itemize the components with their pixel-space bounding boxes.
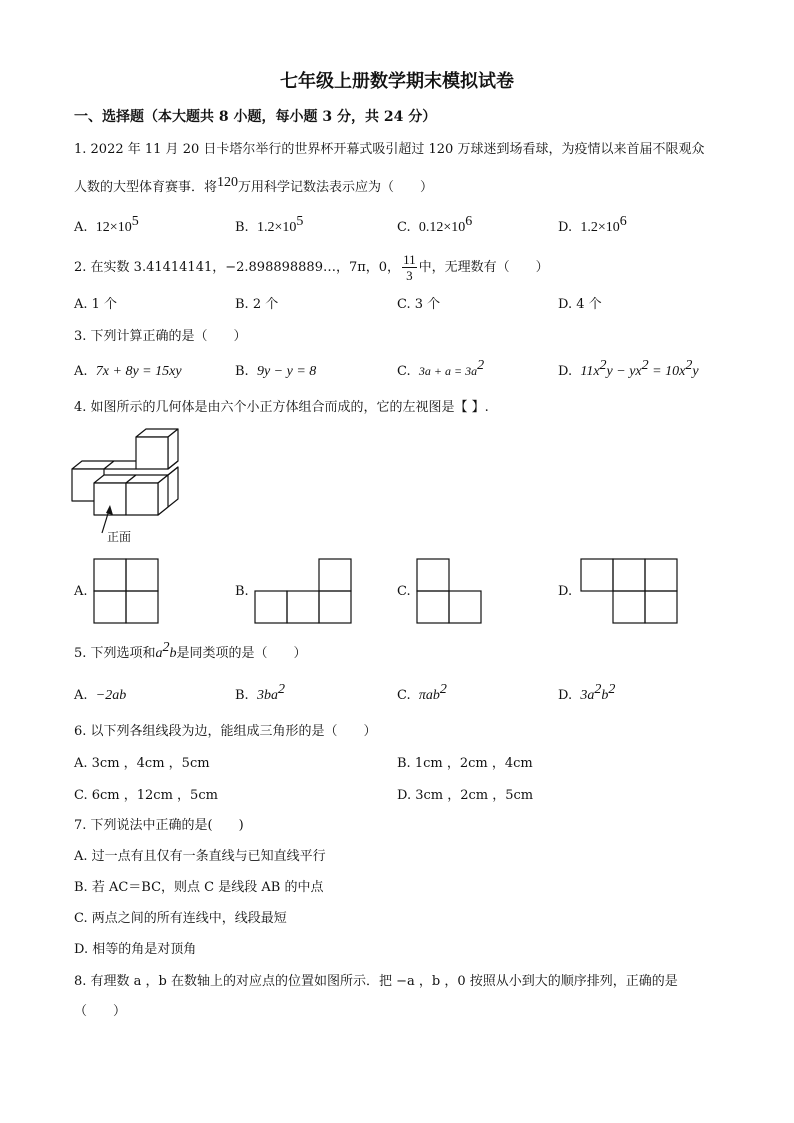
q1-option-b: B. $1.2\times 10^5$ — [235, 214, 304, 235]
q5-option-a: A. −2ab — [74, 688, 127, 703]
q7-stem: 7. 下列说法中正确的是( ) — [74, 818, 244, 833]
q2-option-b: B. 2 个 — [235, 297, 279, 312]
q2-option-c: C. 3 个 — [397, 297, 441, 312]
q5-stem: 5. 下列选项和$a^2b$是同类项的是（ ） — [74, 640, 307, 661]
q1-option-d: D. $1.2\times 10^6$ — [558, 214, 627, 235]
q6-option-d: D. 3cm ，2cm ，5cm — [397, 788, 534, 803]
q3-option-d: D. $11x^2y - yx^2 = 10x^2y$ — [558, 358, 699, 379]
q1-stem-line1: 1. 2022 年 11 月 20 日卡塔尔举行的世界杯开幕式吸引超过 120 万球迷到场看球，为疫情以来首届不限观众 — [74, 142, 705, 157]
q3-option-b: B. 9y − y = 8 — [235, 364, 317, 379]
q1-option-c: C. $0.12\times 10^6$ — [397, 214, 473, 235]
q2-option-a: A. 1 个 — [74, 297, 118, 312]
q3-stem: 3. 下列计算正确的是（ ） — [74, 329, 247, 344]
q2-option-d: D. 4 个 — [558, 297, 602, 312]
q4-option-c-figure — [416, 558, 482, 624]
q1-stem-line2: 人数的大型体育赛事．将120万用科学记数法表示应为（ ） — [74, 175, 434, 195]
q5-option-d: D. $3a^2b^2$ — [558, 682, 616, 703]
q5-option-b: B. $3ba^2$ — [235, 682, 285, 703]
q4-front-label: 正面 — [107, 530, 132, 544]
q4-stem: 4. 如图所示的几何体是由六个小正方体组合而成的，它的左视图是【 】. — [74, 400, 489, 415]
q4-option-a-figure — [93, 558, 159, 624]
q8-stem-line2: （ ） — [74, 1004, 127, 1019]
q4-option-b-label: B. — [235, 584, 249, 599]
q7-option-d: D. 相等的角是对顶角 — [74, 942, 197, 957]
q6-stem: 6. 以下列各组线段为边，能组成三角形的是（ ） — [74, 724, 377, 739]
q4-option-d-figure — [580, 558, 678, 624]
q2-fraction: $\frac{11}{3}$ — [403, 252, 416, 283]
q2-stem: 2. 在实数 3.41414141，−2.898898889…，7π，0， $\frac{11}{3}$ 中，无理数有（ ） — [74, 252, 549, 283]
q4-option-b-figure — [254, 558, 352, 624]
q5-option-c: C. πab$^2$ — [397, 682, 447, 703]
q3-option-a: A. 7x + 8y = 15xy — [74, 364, 182, 379]
section-heading: 一、选择题（本大题共 8 小题，每小题 3 分，共 24 分） — [74, 109, 437, 125]
q4-option-d-label: D. — [558, 584, 573, 599]
page-title: 七年级上册数学期末模拟试卷 — [280, 71, 514, 92]
q7-option-a: A. 过一点有且仅有一条直线与已知直线平行 — [74, 849, 326, 864]
q8-stem-line1: 8. 有理数 a ，b 在数轴上的对应点的位置如图所示．把 −a ，b ，0 按照从小到大的顺序排列，正确的是 — [74, 974, 678, 989]
q7-option-b: B. 若 AC＝BC，则点 C 是线段 AB 的中点 — [74, 880, 324, 895]
q4-cube-figure — [70, 425, 190, 537]
q3-option-c: C. $3a + a = 3a^2$ — [397, 358, 485, 379]
q6-option-b: B. 1cm ，2cm ，4cm — [397, 756, 533, 771]
q6-option-c: C. 6cm ，12cm ，5cm — [74, 788, 218, 803]
q1-option-a: A. $12\times 10^5$ — [74, 214, 139, 235]
q6-option-a: A. 3cm ，4cm ，5cm — [74, 756, 210, 771]
q4-option-c-label: C. — [397, 584, 411, 599]
q7-option-c: C. 两点之间的所有连线中，线段最短 — [74, 911, 287, 926]
q4-option-a-label: A. — [74, 584, 88, 599]
